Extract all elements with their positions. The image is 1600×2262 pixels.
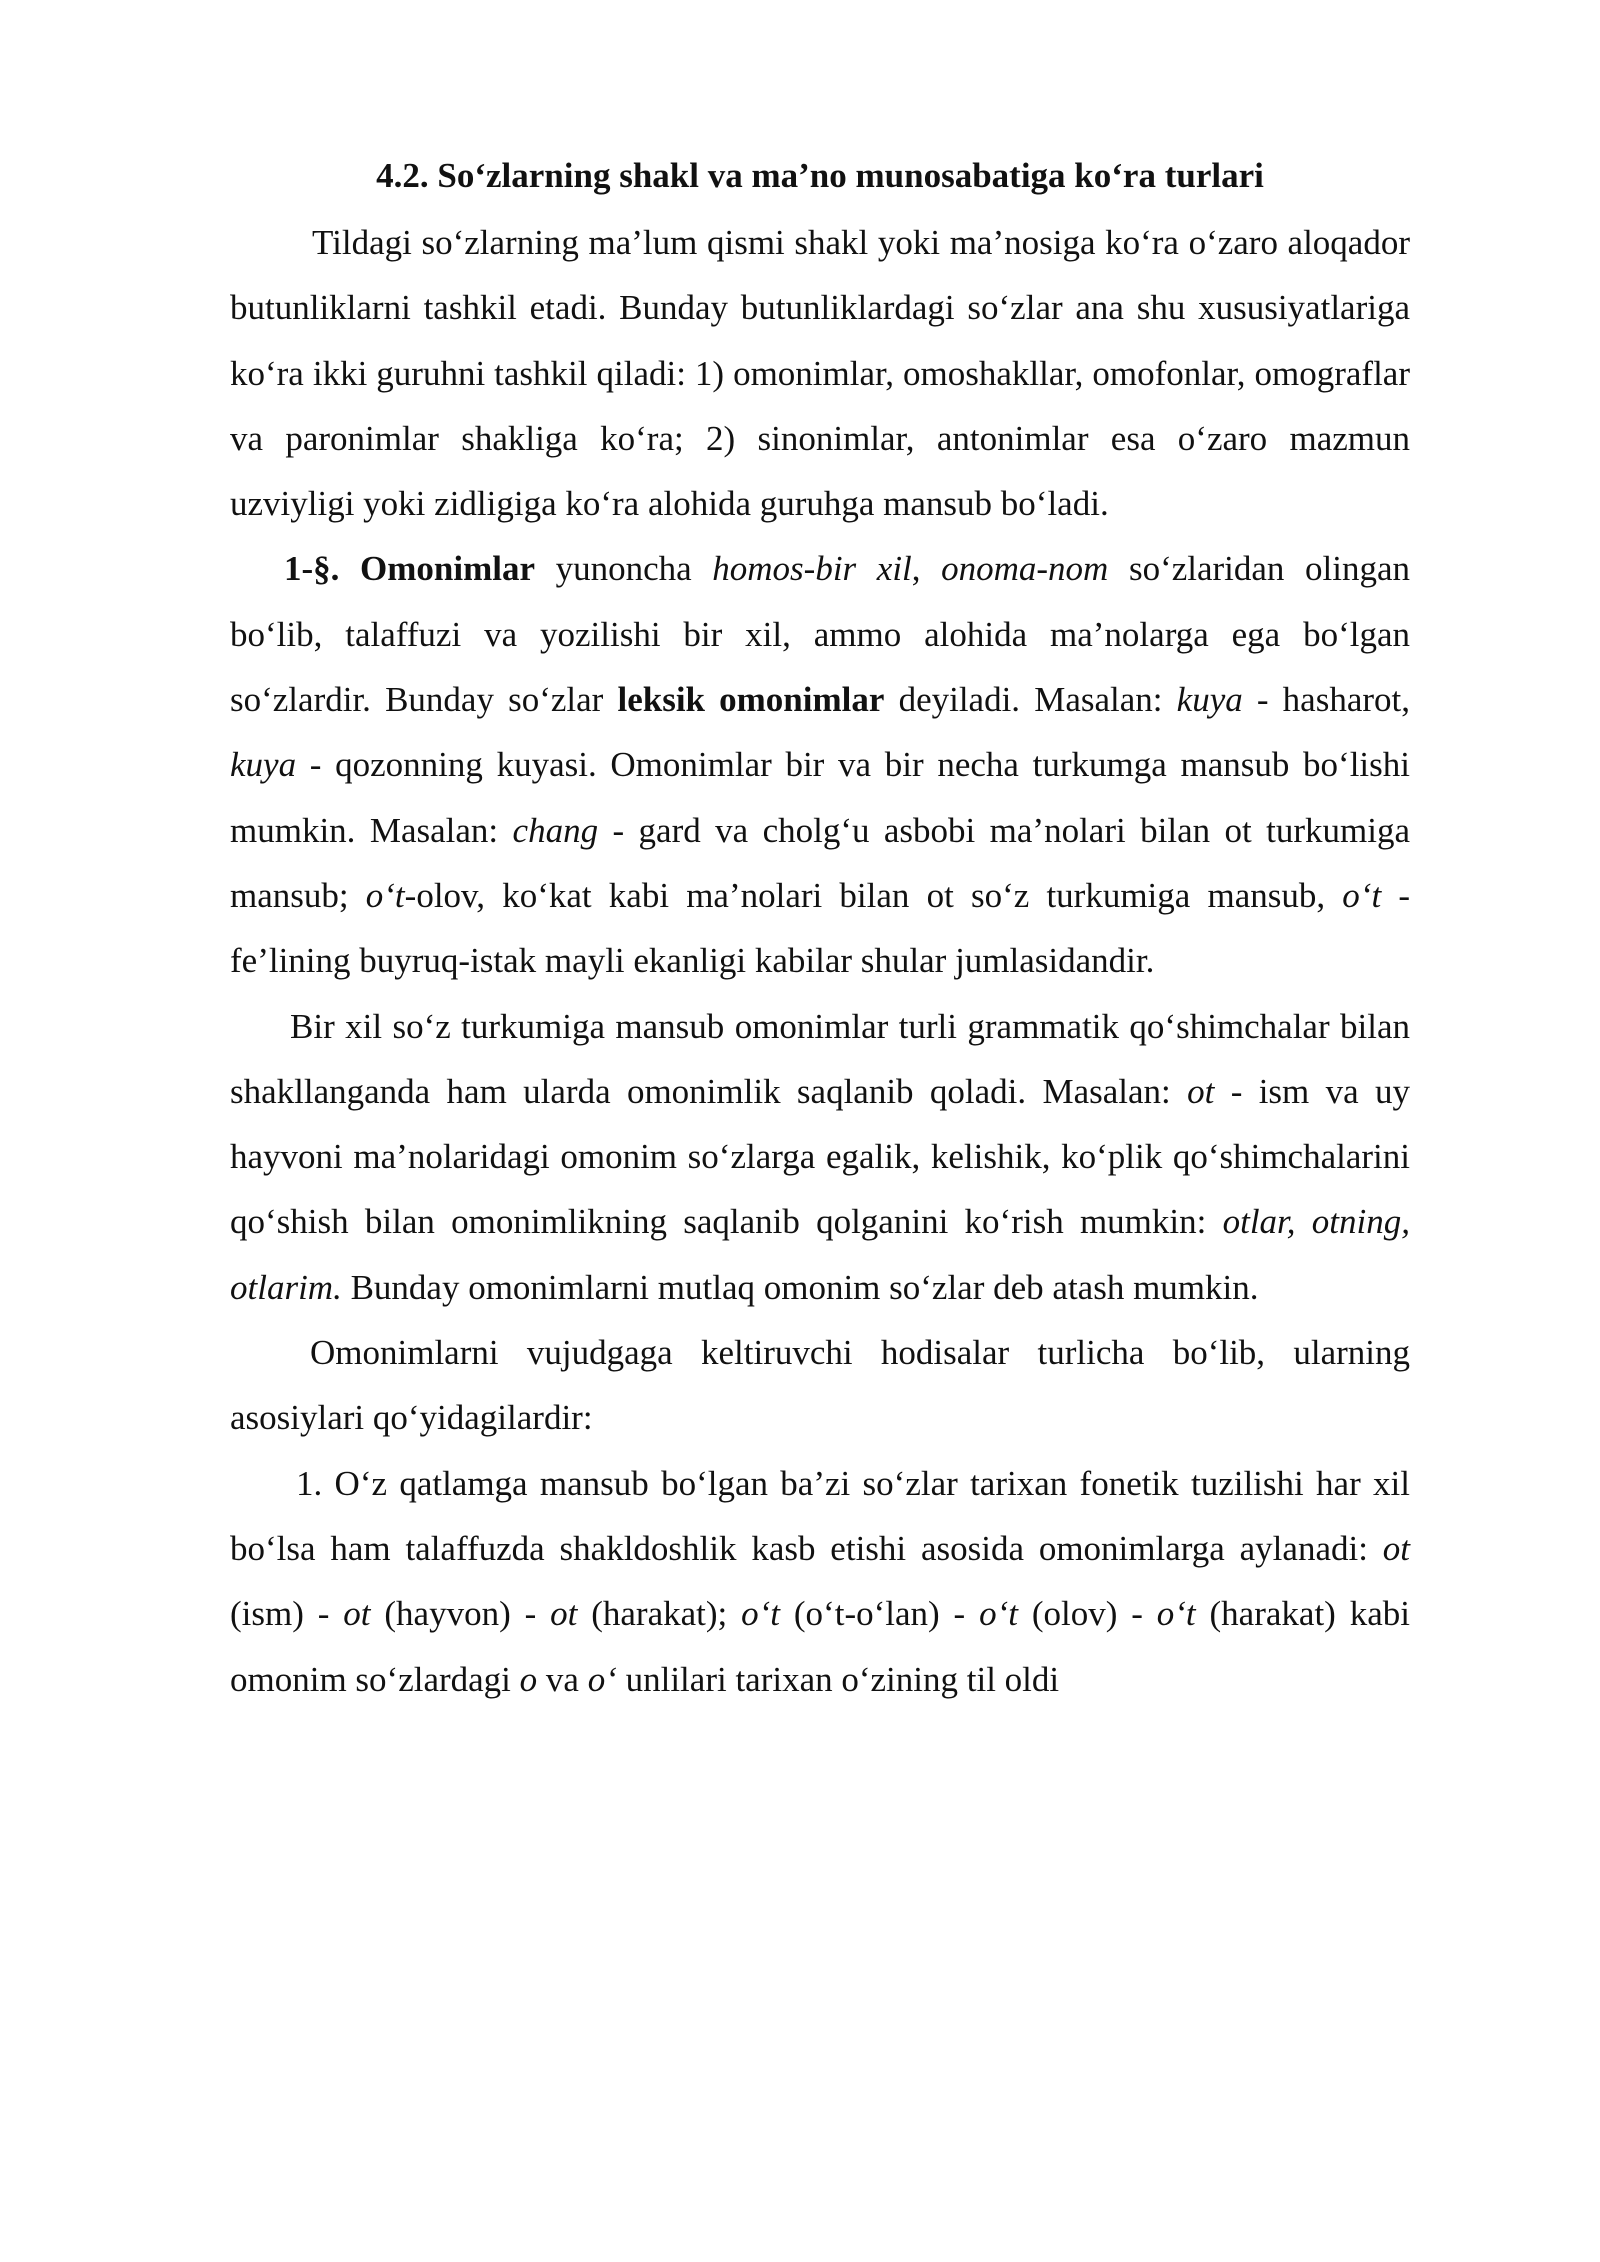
italic-term: chang [512, 810, 599, 850]
italic-term: ot [1382, 1528, 1410, 1568]
section-heading-omonimlar: 1-§. Omonimlar [284, 549, 535, 589]
text-run: , [911, 549, 942, 589]
text-run: Bunday omonimlarni mutlaq omonim so‘zlar deb atash mumkin. [341, 1267, 1259, 1307]
text-run: (harakat); [577, 1594, 742, 1634]
italic-term: o‘t [979, 1594, 1018, 1634]
italic-term: o [519, 1659, 538, 1699]
text-run: - ism va uy hayvoni ma’nolaridagi omonim so‘zlarga egalik, kelishik, ko‘plik qo‘shimchalarini qo‘shish bilan omonimlikning saqlanib qolganini ko‘rish mumkin: [230, 1071, 1410, 1242]
italic-term: o‘ [587, 1659, 617, 1699]
text-run: deyiladi. Masalan: [884, 680, 1177, 720]
paragraph-omonimlar [230, 536, 1410, 993]
italic-term: ot [343, 1594, 371, 1634]
text-run: - hasharot, [1242, 680, 1411, 720]
paragraph-list-item-1 [230, 1451, 1410, 1712]
paragraph-intro: Tildagi so‘zlarning ma’lum qismi shakl yoki ma’nosiga ko‘ra o‘zaro aloqador butunliklarni tashkil etadi. Bunday butunliklardagi so‘zlar ana shu xususiyatlariga ko‘ra ikki guruhni tashkil qiladi: 1) omonimlar, omoshakllar, omofonlar, omograflar va paronimlar shakliga ko‘ra; 2) sinonimlar, antonimlar esa o‘zaro mazmun uzviyligi yoki zidligiga ko‘ra alohida guruhga mansub bo‘ladi. [230, 223, 1410, 524]
text-run: - qozonning kuyasi. Omonimlar bir va bir necha turkumga mansub bo‘lishi mumkin. Masalan: [230, 745, 1410, 850]
text-run: Bir xil so‘z turkumiga mansub omonimlar turli grammatik qo‘shimchalar bilan shakllanganda ham ularda omonimlik saqlanib qoladi. Masalan: [230, 1006, 1410, 1111]
paragraph-grammatik [230, 994, 1410, 1320]
text-run: (harakat) kabi omonim so‘zlardagi [230, 1594, 1410, 1699]
italic-term: o‘t [365, 875, 405, 915]
text-run: (ism) - [230, 1594, 344, 1634]
italic-term: otlar, otning, otlarim. [230, 1202, 1410, 1307]
italic-term: kuya [230, 745, 297, 785]
italic-term: o‘t [1342, 875, 1382, 915]
italic-term: o‘t [1156, 1594, 1196, 1634]
section-title: 4.2. So‘zlarning shakl va ma’no munosabatiga ko‘ra turlari [376, 156, 1264, 195]
italic-term: ot [1187, 1071, 1215, 1111]
italic-term: onoma-nom [941, 549, 1109, 589]
text-run: va [537, 1659, 588, 1699]
text-run: unlilari tarixan o‘zining til oldi [616, 1659, 1060, 1699]
italic-term: kuya [1176, 680, 1243, 720]
italic-term: homos-bir xil [712, 549, 912, 589]
bold-term: leksik omonimlar [617, 680, 885, 720]
text-run: -olov, ko‘kat kabi ma’nolari bilan ot so‘z turkumiga mansub, [404, 875, 1343, 915]
text-run: - fe’lining buyruq-istak mayli ekanligi kabilar shular jumlasidandir. [230, 875, 1411, 981]
text-run: 1. O‘z qatlamga mansub bo‘lgan ba’zi so‘zlar tarixan fonetik tuzilishi har xil bo‘lsa ham talaffuzda shakldoshlik kasb etishi asosida omonimlarga aylanadi: [230, 1463, 1410, 1568]
text-run: (o‘t-o‘lan) - [780, 1594, 980, 1634]
italic-term: o‘t [741, 1594, 781, 1634]
text-run: (olov) - [1017, 1594, 1157, 1634]
paragraph-hodisalar: Omonimlarni vujudgaga keltiruvchi hodisalar turlicha bo‘lib, ularning asosiylari qo‘yidagilardir: [230, 1333, 1410, 1438]
document-page [230, 148, 1410, 1712]
text-run: (hayvon) - [370, 1594, 551, 1634]
text-run: - gard va cholg‘u asbobi ma’nolari bilan ot turkumiga mansub; [230, 810, 1411, 915]
italic-term: ot [550, 1594, 578, 1634]
text-run: so‘zlaridan olingan bo‘lib, talaffuzi va yozilishi bir xil, ammo alohida ma’nolarga ega bo‘lgan so‘zlardir. Bunday so‘zlar [230, 549, 1411, 720]
text-run: yunoncha [535, 549, 713, 589]
